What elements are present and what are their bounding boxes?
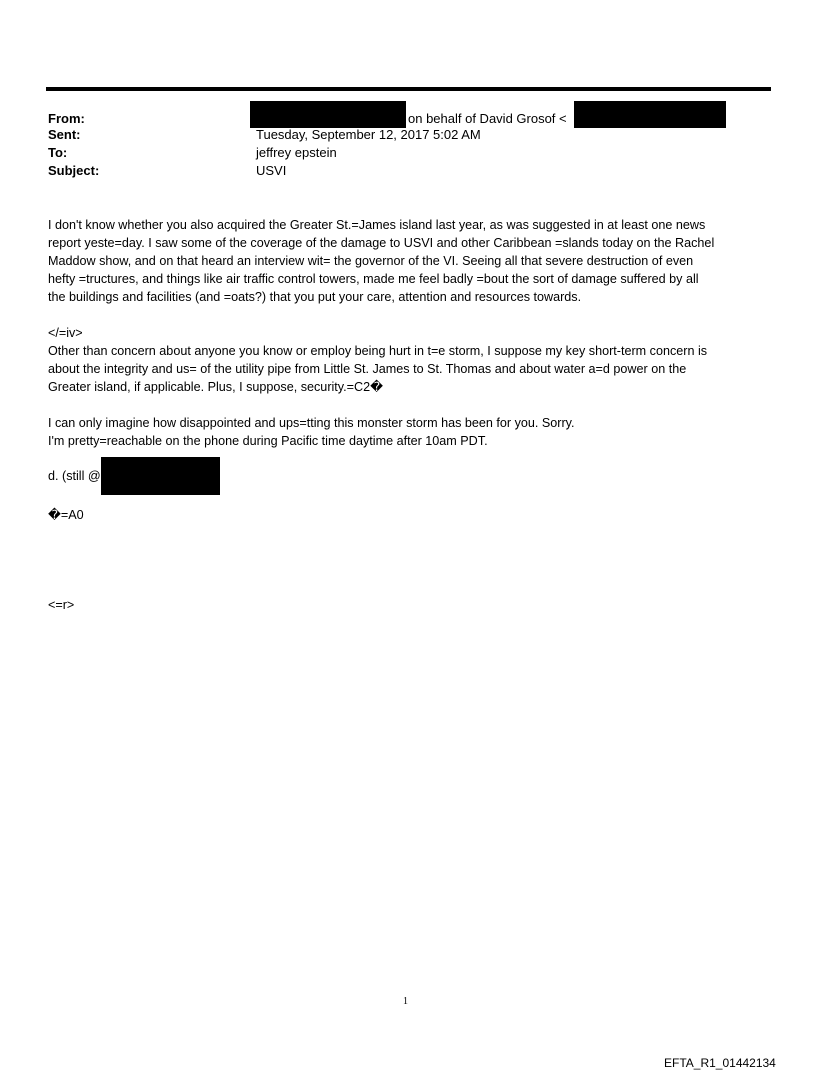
body-line: I'm pretty=reachable on the phone during Pacific time daytime after 10am PDT.: [48, 434, 488, 448]
body-line: I can only imagine how disappointed and ups=tting this monster storm has been for you. Sorry.: [48, 416, 575, 430]
sent-value: Tuesday, September 12, 2017 5:02 AM: [256, 127, 481, 142]
body-paragraph-3: [48, 414, 768, 450]
body-paragraph-1: [48, 216, 768, 306]
body-line: report yeste=day. I saw some of the coverage of the damage to USVI and other Caribbean =slands today on the Rachel: [48, 236, 715, 250]
body-line: Other than concern about anyone you know or employ being hurt in t=e storm, I suppose my key short-term concern is: [48, 344, 708, 358]
signoff: d. (still @: [48, 469, 101, 483]
body-line: </=iv>: [48, 326, 83, 340]
body-line: the buildings and facilities (and =oats?) that you put your care, attention and resources towards.: [48, 290, 582, 304]
page-number: 1: [403, 996, 408, 1007]
body-paragraph-2: [48, 324, 768, 396]
from-value: on behalf of David Grosof <: [408, 111, 567, 126]
body-line: Greater island, if applicable. Plus, I suppose, security.=C2�: [48, 380, 384, 394]
body-line: about the integrity and us= of the utility pipe from Little St. James to St. Thomas and about water a=d power on the: [48, 362, 687, 376]
encoding-artifact: �=A0: [48, 508, 84, 522]
subject-label: Subject:: [48, 163, 100, 178]
redaction-signoff: [101, 457, 220, 495]
body-line: hefty =tructures, and things like air traffic control towers, made me feel badly =bout the sort of damage suffered by all: [48, 272, 699, 286]
body-line: Maddow show, and on that heard an interview wit= the governor of the VI. Seeing all that severe destruction of even: [48, 254, 694, 268]
from-label: From:: [48, 111, 85, 126]
redaction-from-email: [574, 101, 726, 128]
sent-label: Sent:: [48, 127, 81, 142]
document-id: EFTA_R1_01442134: [664, 1056, 776, 1070]
body-line: I don't know whether you also acquired the Greater St.=James island last year, as was suggested in at least one news: [48, 218, 706, 232]
subject-value: USVI: [256, 163, 287, 178]
redaction-from-name: [250, 101, 406, 128]
to-label: To:: [48, 145, 68, 160]
encoding-artifact-2: <=r>: [48, 598, 75, 612]
header-rule: [46, 87, 771, 91]
to-value: jeffrey epstein: [256, 145, 337, 160]
